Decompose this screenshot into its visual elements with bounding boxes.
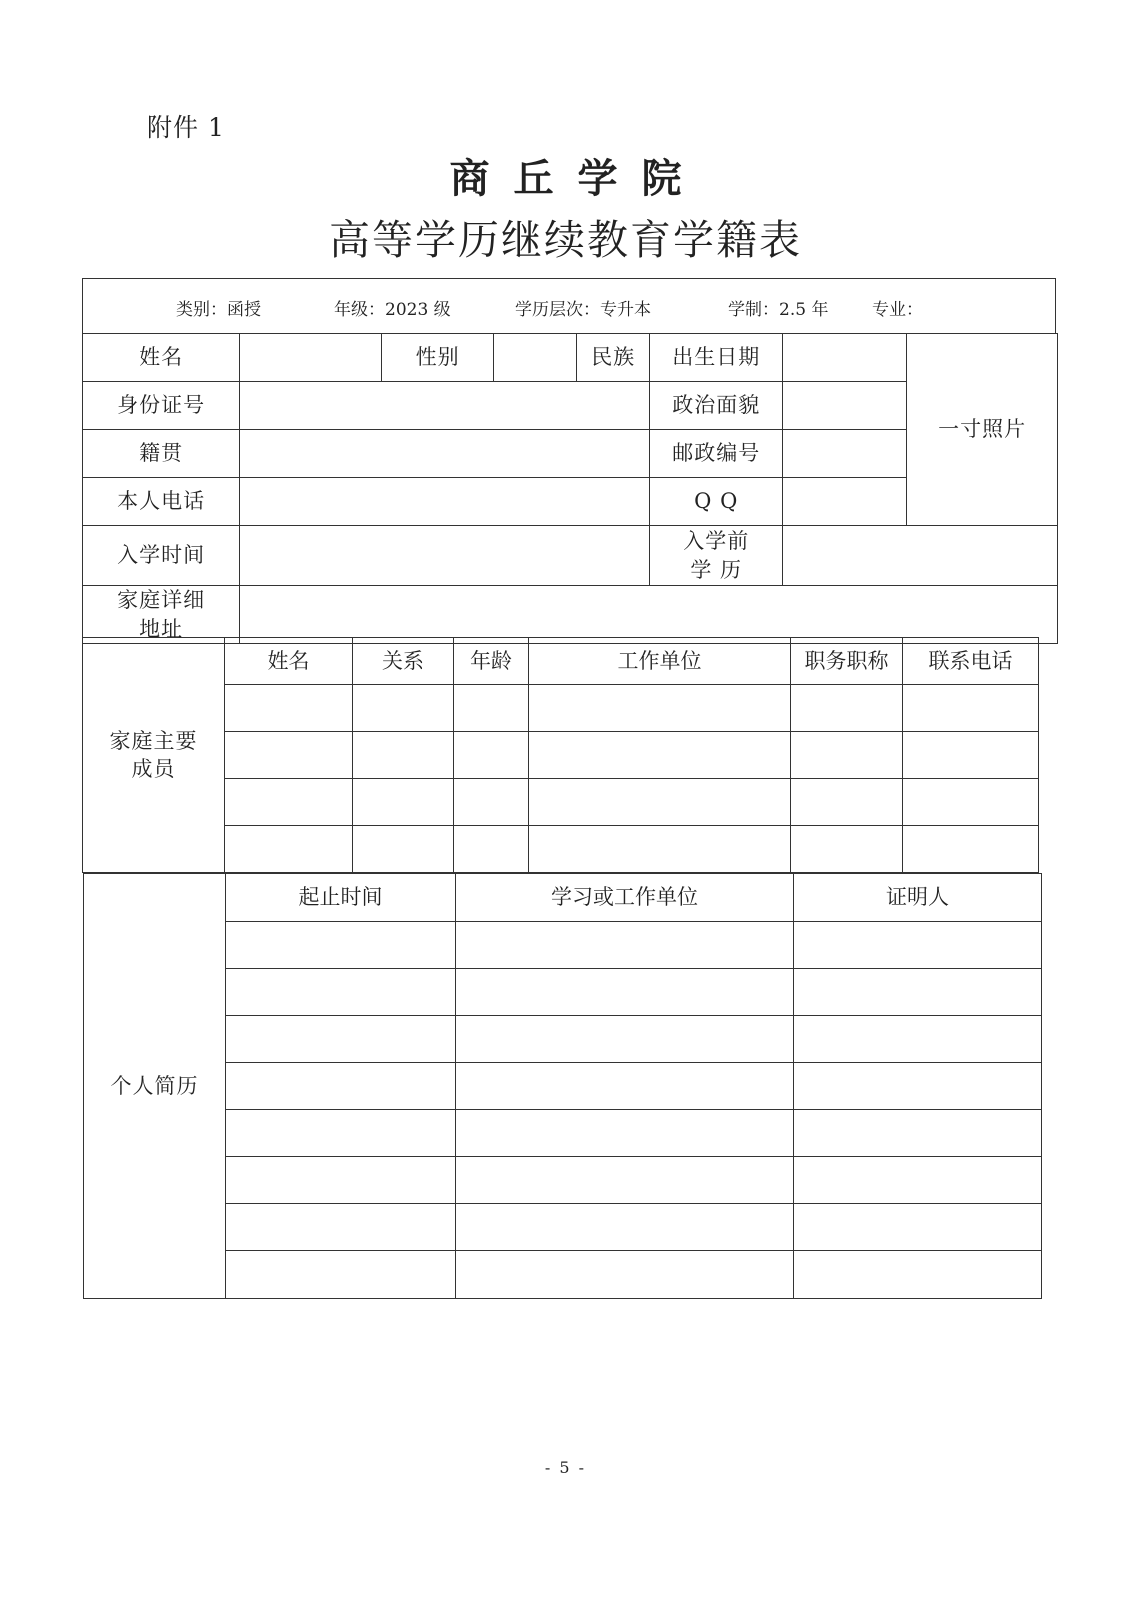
resume-cell[interactable] bbox=[456, 1157, 794, 1204]
family-row bbox=[83, 685, 1039, 732]
family-cell[interactable] bbox=[225, 685, 353, 732]
category-field: 类别：函授 bbox=[176, 300, 261, 320]
duration-field: 学制：2.5 年 bbox=[728, 300, 829, 320]
family-header-phone: 联系电话 bbox=[903, 638, 1039, 685]
family-cell[interactable] bbox=[454, 779, 529, 826]
resume-cell[interactable] bbox=[226, 1251, 456, 1299]
resume-row bbox=[84, 1016, 1042, 1063]
id-number-label: 身份证号 bbox=[83, 382, 240, 430]
family-cell[interactable] bbox=[225, 732, 353, 779]
political-status-value[interactable] bbox=[783, 382, 907, 430]
ethnicity-label: 民族 bbox=[577, 334, 650, 382]
family-cell[interactable] bbox=[353, 732, 454, 779]
address-value[interactable] bbox=[240, 586, 1058, 644]
resume-cell[interactable] bbox=[456, 1110, 794, 1157]
resume-cell[interactable] bbox=[456, 922, 794, 969]
resume-cell[interactable] bbox=[794, 1204, 1042, 1251]
postal-code-label: 邮政编号 bbox=[650, 430, 783, 478]
resume-cell[interactable] bbox=[794, 1157, 1042, 1204]
enroll-time-value[interactable] bbox=[240, 526, 650, 586]
resume-row bbox=[84, 1157, 1042, 1204]
id-number-value[interactable] bbox=[240, 382, 650, 430]
qq-value[interactable] bbox=[783, 478, 907, 526]
family-row bbox=[83, 732, 1039, 779]
name-value[interactable] bbox=[240, 334, 382, 382]
family-cell[interactable] bbox=[454, 685, 529, 732]
family-header-relation: 关系 bbox=[353, 638, 454, 685]
family-cell[interactable] bbox=[454, 732, 529, 779]
family-members-label bbox=[83, 638, 225, 873]
family-cell[interactable] bbox=[529, 732, 791, 779]
name-label: 姓名 bbox=[83, 334, 240, 382]
attachment-label: 附件 1 bbox=[147, 113, 225, 142]
resume-cell[interactable] bbox=[226, 1157, 456, 1204]
family-cell[interactable] bbox=[791, 779, 903, 826]
school-title: 商丘学院 bbox=[449, 156, 706, 202]
page-number: - 5 - bbox=[544, 1458, 587, 1477]
prior-education-value[interactable] bbox=[783, 526, 1058, 586]
address-line2: 地址 bbox=[139, 616, 184, 641]
resume-table bbox=[83, 873, 1042, 1299]
family-header-name: 姓名 bbox=[225, 638, 353, 685]
resume-cell[interactable] bbox=[226, 969, 456, 1016]
family-cell[interactable] bbox=[225, 779, 353, 826]
family-label-line2: 成员 bbox=[131, 757, 176, 781]
photo-box: 一寸照片 bbox=[907, 334, 1058, 526]
resume-cell[interactable] bbox=[794, 922, 1042, 969]
family-cell[interactable] bbox=[353, 826, 454, 873]
family-cell[interactable] bbox=[529, 779, 791, 826]
phone-label: 本人电话 bbox=[83, 478, 240, 526]
resume-cell[interactable] bbox=[794, 969, 1042, 1016]
native-place-label: 籍贯 bbox=[83, 430, 240, 478]
resume-cell[interactable] bbox=[226, 922, 456, 969]
resume-cell[interactable] bbox=[456, 1063, 794, 1110]
major-field: 专业： bbox=[872, 300, 923, 320]
resume-cell[interactable] bbox=[226, 1016, 456, 1063]
meta-row bbox=[82, 278, 1056, 333]
resume-header-organization: 学习或工作单位 bbox=[456, 874, 794, 922]
political-status-label: 政治面貌 bbox=[650, 382, 783, 430]
family-cell[interactable] bbox=[353, 779, 454, 826]
resume-row bbox=[84, 1063, 1042, 1110]
resume-header-witness: 证明人 bbox=[794, 874, 1042, 922]
resume-cell[interactable] bbox=[226, 1110, 456, 1157]
birth-date-value[interactable] bbox=[783, 334, 907, 382]
resume-row bbox=[84, 969, 1042, 1016]
resume-row bbox=[84, 1110, 1042, 1157]
family-cell[interactable] bbox=[903, 685, 1039, 732]
resume-cell[interactable] bbox=[456, 1204, 794, 1251]
address-label bbox=[83, 586, 240, 644]
resume-cell[interactable] bbox=[226, 1204, 456, 1251]
family-cell[interactable] bbox=[529, 685, 791, 732]
family-row bbox=[83, 826, 1039, 873]
gender-label: 性别 bbox=[382, 334, 494, 382]
resume-cell[interactable] bbox=[794, 1016, 1042, 1063]
family-header-age: 年龄 bbox=[454, 638, 529, 685]
qq-label: Q Q bbox=[650, 478, 783, 526]
prior-education-label bbox=[650, 526, 783, 586]
resume-label: 个人简历 bbox=[84, 874, 226, 1299]
resume-cell[interactable] bbox=[456, 969, 794, 1016]
address-line1: 家庭详细 bbox=[117, 588, 206, 613]
family-cell[interactable] bbox=[791, 826, 903, 873]
phone-value[interactable] bbox=[240, 478, 650, 526]
registration-table bbox=[82, 333, 1058, 644]
resume-cell[interactable] bbox=[794, 1110, 1042, 1157]
gender-value[interactable] bbox=[494, 334, 577, 382]
family-cell[interactable] bbox=[353, 685, 454, 732]
level-field: 学历层次：专升本 bbox=[515, 300, 651, 320]
family-cell[interactable] bbox=[454, 826, 529, 873]
family-cell[interactable] bbox=[529, 826, 791, 873]
prior-education-line2: 学 历 bbox=[690, 557, 743, 582]
resume-row bbox=[84, 1251, 1042, 1299]
resume-cell[interactable] bbox=[226, 1063, 456, 1110]
family-header-title: 职务职称 bbox=[791, 638, 903, 685]
resume-cell[interactable] bbox=[456, 1016, 794, 1063]
family-cell[interactable] bbox=[903, 732, 1039, 779]
family-cell[interactable] bbox=[791, 732, 903, 779]
family-cell[interactable] bbox=[225, 826, 353, 873]
resume-cell[interactable] bbox=[794, 1251, 1042, 1299]
resume-row bbox=[84, 1204, 1042, 1251]
family-label-line1: 家庭主要 bbox=[109, 728, 198, 753]
family-row bbox=[83, 779, 1039, 826]
resume-cell[interactable] bbox=[456, 1251, 794, 1299]
form-title: 高等学历继续教育学籍表 bbox=[329, 216, 802, 264]
postal-code-value[interactable] bbox=[783, 430, 907, 478]
grade-field: 年级：2023 级 bbox=[334, 300, 451, 320]
family-table bbox=[82, 637, 1039, 873]
resume-row bbox=[84, 922, 1042, 969]
resume-cell[interactable] bbox=[794, 1063, 1042, 1110]
family-cell[interactable] bbox=[791, 685, 903, 732]
birth-date-label: 出生日期 bbox=[650, 334, 783, 382]
family-cell[interactable] bbox=[903, 779, 1039, 826]
prior-education-line1: 入学前 bbox=[683, 529, 750, 554]
family-cell[interactable] bbox=[903, 826, 1039, 873]
resume-header-period: 起止时间 bbox=[226, 874, 456, 922]
family-header-employer: 工作单位 bbox=[529, 638, 791, 685]
enroll-time-label: 入学时间 bbox=[83, 526, 240, 586]
native-place-value[interactable] bbox=[240, 430, 650, 478]
